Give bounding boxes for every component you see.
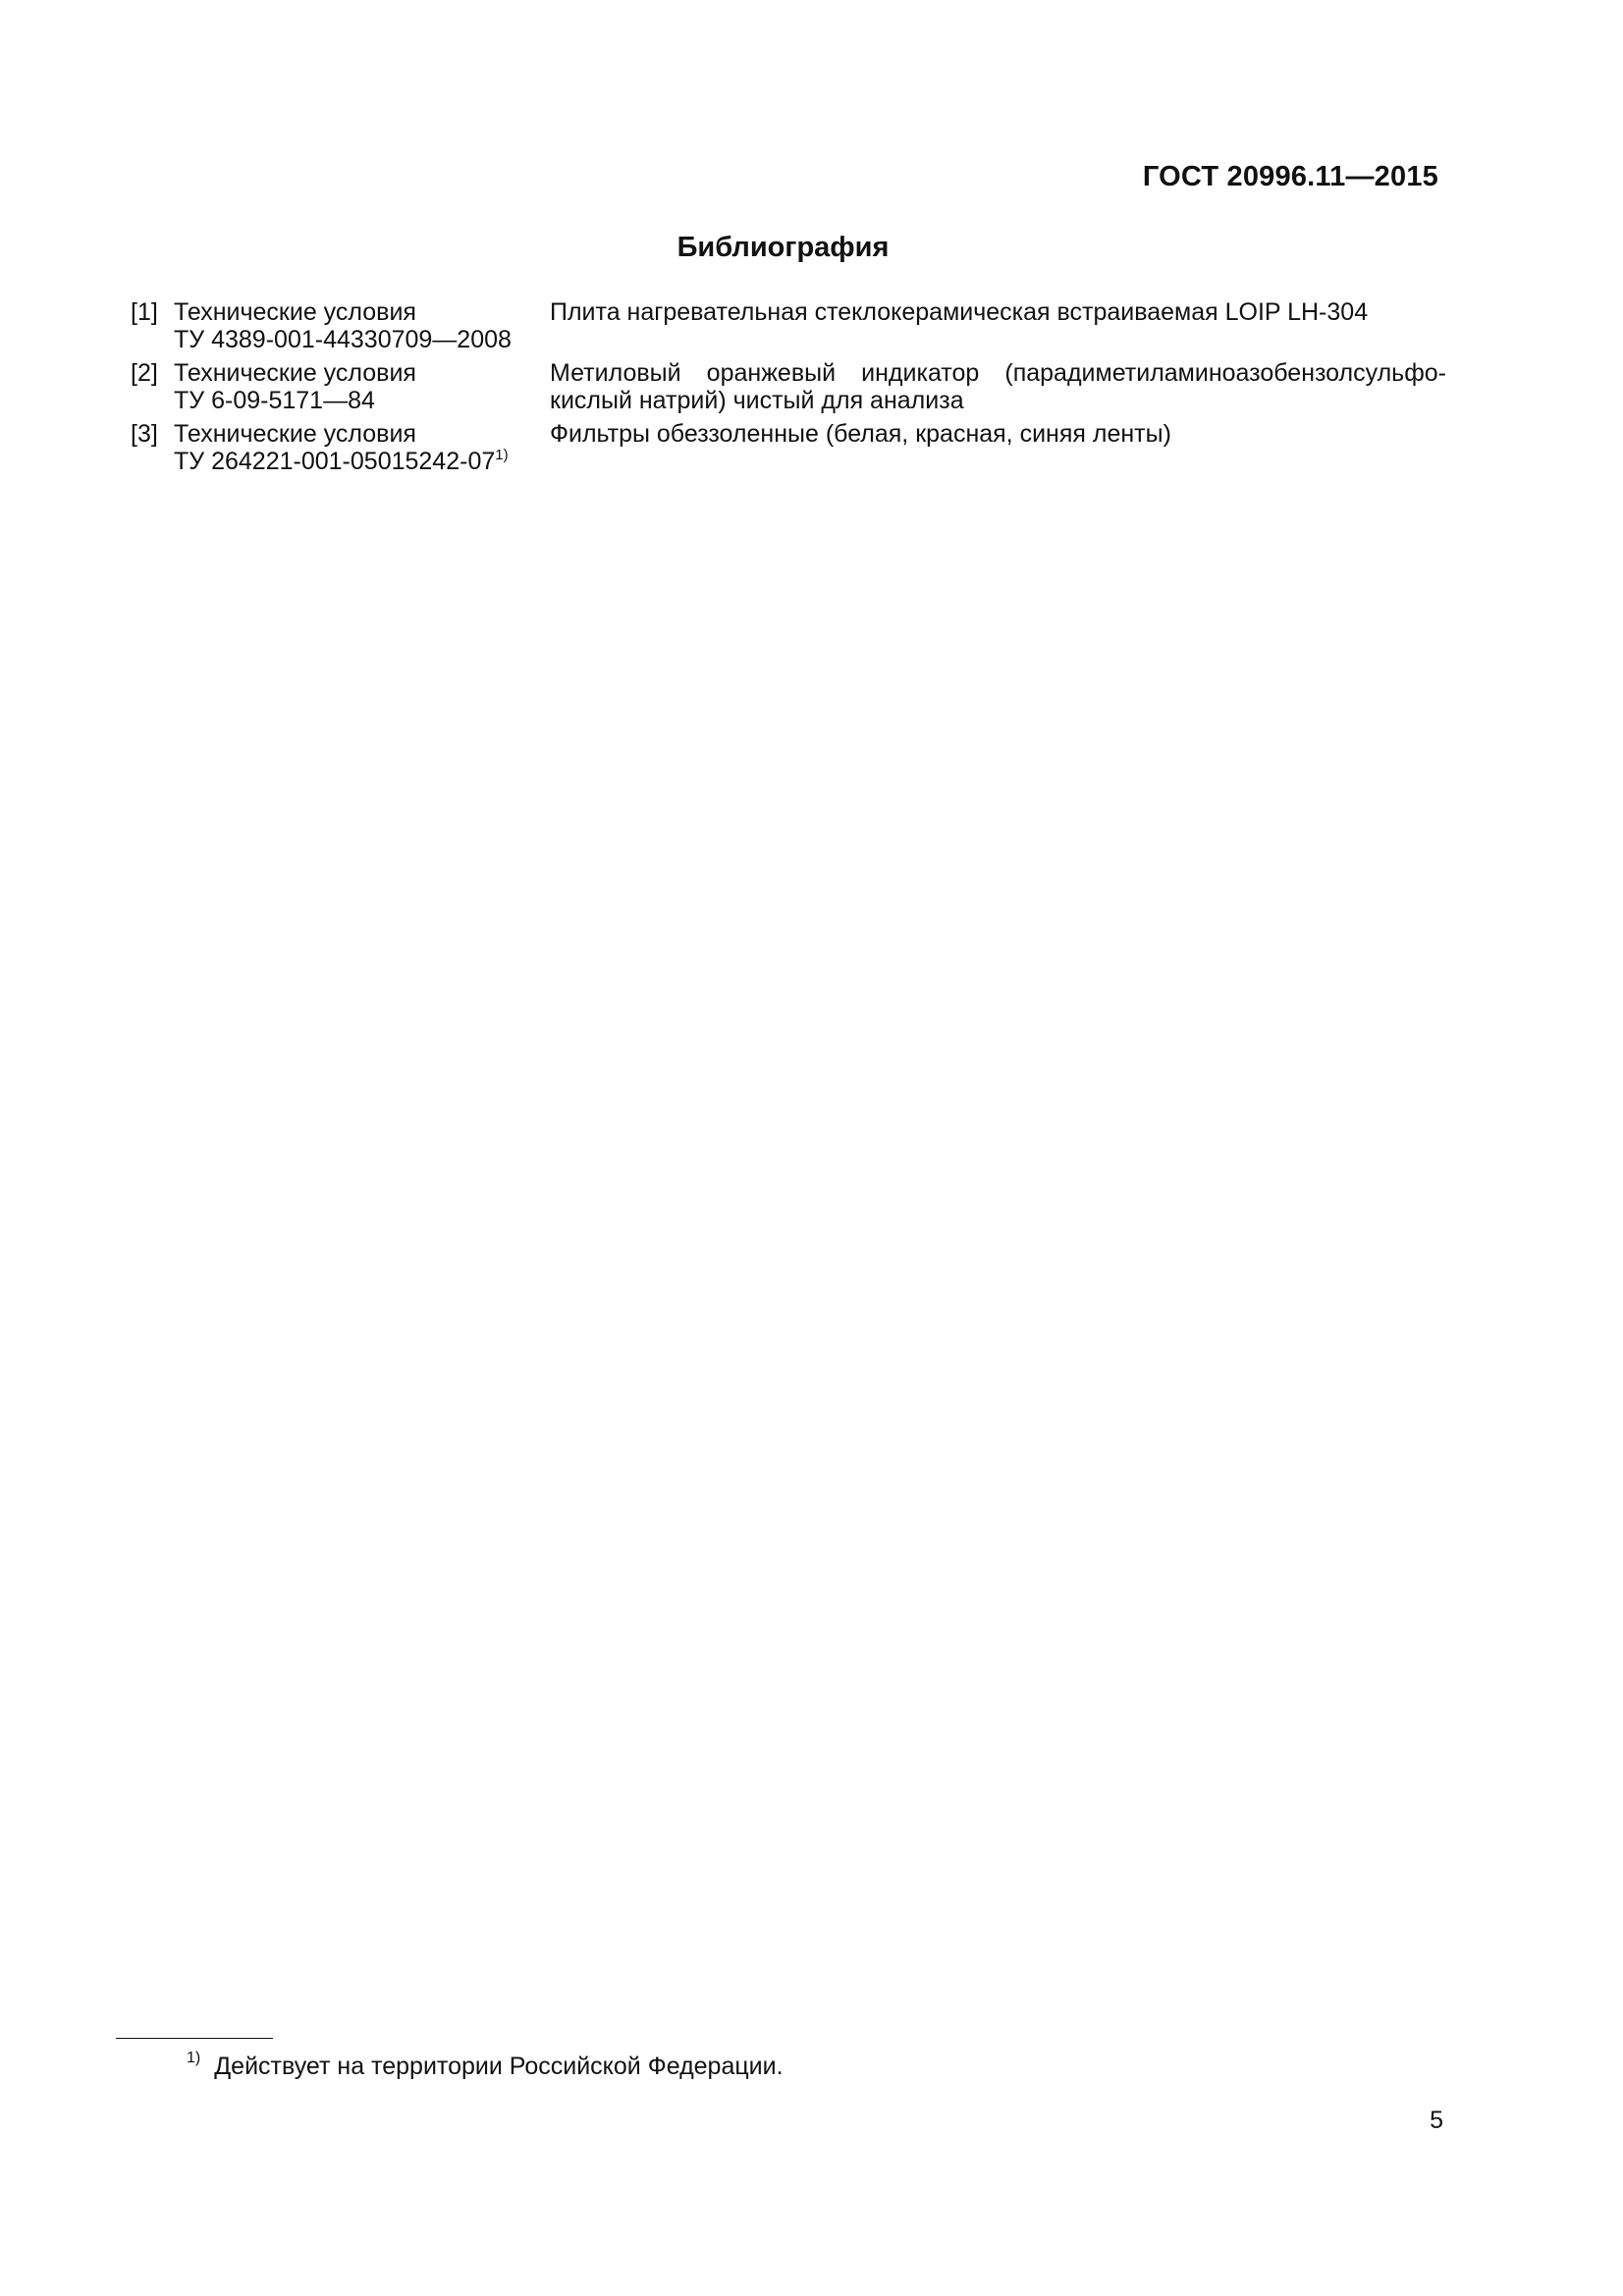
entry-source xyxy=(174,420,550,475)
entry-description xyxy=(550,420,1446,475)
source-code: ТУ 6-09-5171—84 xyxy=(174,387,375,414)
entry-description xyxy=(550,298,1446,353)
description-line: кислый натрий) чистый для анализа xyxy=(550,387,964,414)
entry-description xyxy=(550,359,1446,414)
entry-number: [1] xyxy=(131,298,158,326)
footnote xyxy=(187,2052,784,2081)
footnote-ref: 1) xyxy=(495,447,509,463)
bibliography-list xyxy=(131,298,1446,481)
bibliography-entry-2 xyxy=(131,359,1446,414)
entry-source xyxy=(174,359,550,414)
source-type: Технические условия xyxy=(174,298,416,326)
description-line: Фильтры обеззоленные (белая, красная, синяя ленты) xyxy=(550,420,1171,448)
description-line: Метиловый оранжевый индикатор (парадиметиламиноазобензолсульфо- xyxy=(550,359,1446,387)
source-code: ТУ 264221-001-05015242-07$^{1)}$ xyxy=(174,447,509,475)
bibliography-entry-1 xyxy=(131,298,1446,353)
source-type: Технические условия xyxy=(174,359,416,387)
source-code: ТУ 4389-001-44330709—2008 xyxy=(174,326,512,353)
footnote-divider xyxy=(116,2038,273,2039)
page-number: 5 xyxy=(1430,2107,1443,2134)
document-code: ГОСТ 20996.11—2015 xyxy=(1142,161,1438,192)
footnote-text: Действует на территории Российской Федерации. xyxy=(214,2053,784,2080)
source-type: Технические условия xyxy=(174,420,416,448)
entry-source xyxy=(174,298,550,353)
section-title: Библиография xyxy=(676,232,890,263)
description-line: Плита нагревательная стеклокерамическая встраиваемая LOIP LH-304 xyxy=(550,298,1369,326)
entry-number: [2] xyxy=(131,359,158,387)
entry-number: [3] xyxy=(131,420,158,448)
bibliography-entry-3 xyxy=(131,420,1446,475)
footnote-marker: 1) xyxy=(187,2050,201,2066)
